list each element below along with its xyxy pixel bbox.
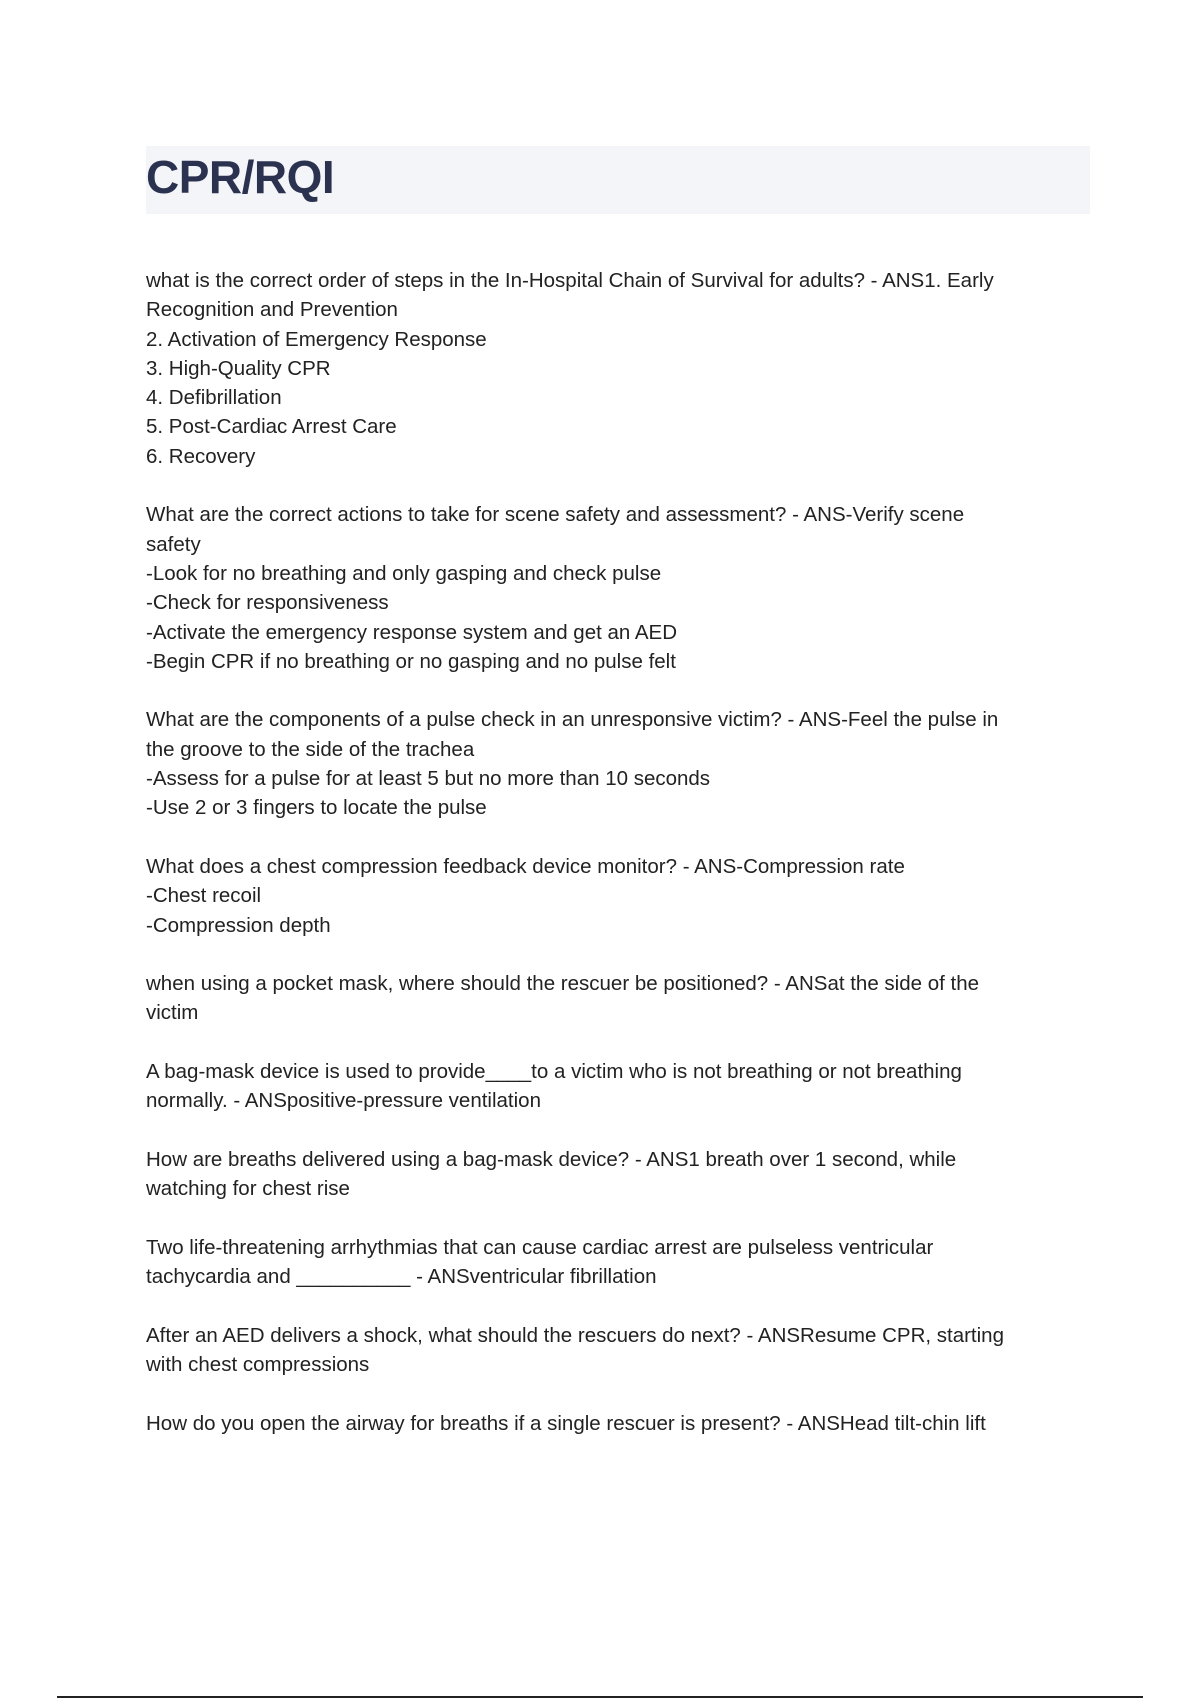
qa-line: normally. - ANSpositive-pressure ventilation (146, 1089, 541, 1113)
qa-line: -Chest recoil (146, 884, 262, 908)
qa-line: -Check for responsiveness (146, 591, 389, 615)
qa-line: the groove to the side of the trachea (146, 737, 475, 761)
qa-line: tachycardia and __________ - ANSventricular fibrillation (146, 1265, 657, 1289)
qa-line: 3. High-Quality CPR (146, 356, 331, 380)
qa-line: Recognition and Prevention (146, 298, 398, 322)
qa-line: -Assess for a pulse for at least 5 but no more than 10 seconds (146, 767, 711, 791)
qa-line: watching for chest rise (146, 1177, 350, 1201)
document-title: CPR/RQI (146, 151, 335, 203)
qa-item (146, 500, 1096, 676)
title-banner (146, 146, 1090, 214)
qa-line: 4. Defibrillation (146, 386, 282, 410)
footer-divider (57, 1696, 1143, 1698)
qa-line: Two life-threatening arrhythmias that can cause cardiac arrest are pulseless ventricular (146, 1235, 934, 1259)
qa-item (146, 1057, 1096, 1116)
qa-line: when using a pocket mask, where should the rescuer be positioned? - ANSat the side of the (146, 972, 980, 996)
qa-item (146, 1233, 1096, 1292)
qa-item (146, 852, 1096, 940)
qa-line: -Compression depth (146, 913, 331, 937)
qa-line: safety (146, 532, 201, 556)
qa-item (146, 1409, 1096, 1438)
qa-line: what is the correct order of steps in the In-Hospital Chain of Survival for adults? - ANS1. Early (146, 269, 994, 292)
qa-line: victim (146, 1001, 199, 1025)
qa-item (146, 1321, 1096, 1380)
qa-line: 2. Activation of Emergency Response (146, 327, 487, 351)
qa-list (146, 266, 1096, 1467)
qa-item (146, 1145, 1096, 1204)
qa-line: -Begin CPR if no breathing or no gasping and no pulse felt (146, 649, 676, 673)
qa-line: 5. Post-Cardiac Arrest Care (146, 415, 397, 439)
qa-line: with chest compressions (146, 1352, 370, 1376)
qa-line: After an AED delivers a shock, what should the rescuers do next? - ANSResume CPR, starting (146, 1323, 1004, 1347)
qa-line: What are the components of a pulse check in an unresponsive victim? - ANS-Feel the pulse in (146, 708, 999, 732)
qa-line: -Activate the emergency response system and get an AED (146, 620, 677, 644)
qa-line: -Look for no breathing and only gasping and check pulse (146, 561, 662, 585)
qa-item (146, 705, 1096, 822)
qa-line: A bag-mask device is used to provide____to a victim who is not breathing or not breathing (146, 1060, 962, 1084)
qa-item (146, 266, 1096, 471)
qa-line: 6. Recovery (146, 444, 256, 468)
qa-line: How are breaths delivered using a bag-mask device? - ANS1 breath over 1 second, while (146, 1147, 957, 1171)
qa-line: What are the correct actions to take for scene safety and assessment? - ANS-Verify scene (146, 503, 965, 527)
qa-item (146, 969, 1096, 1028)
qa-line: How do you open the airway for breaths if a single rescuer is present? - ANSHead tilt-chin lift (146, 1411, 986, 1435)
qa-line: -Use 2 or 3 fingers to locate the pulse (146, 796, 487, 820)
qa-line: What does a chest compression feedback device monitor? - ANS-Compression rate (146, 854, 905, 878)
